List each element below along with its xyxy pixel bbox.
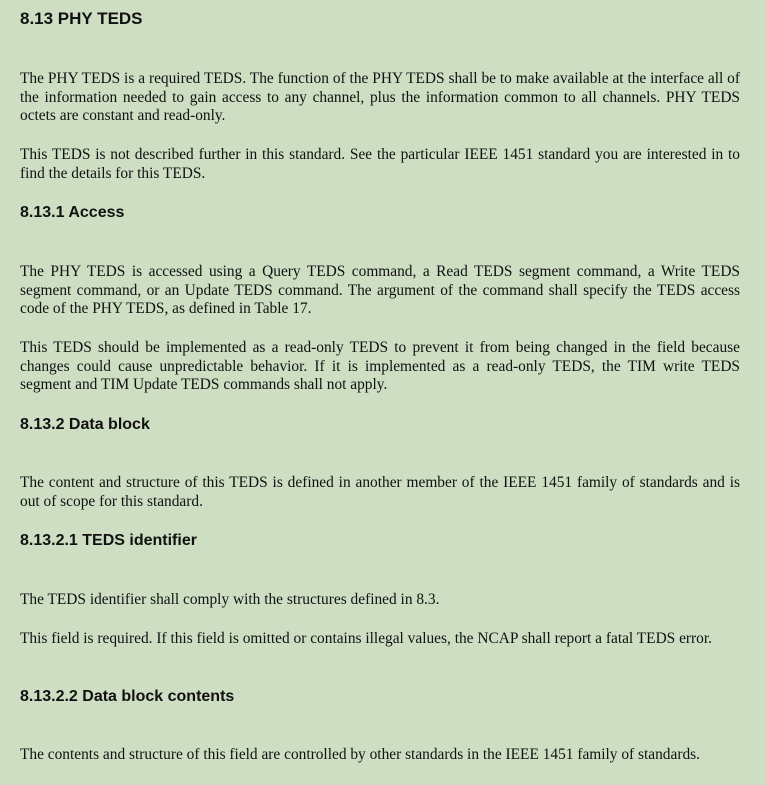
section-heading-8-13-2-2: 8.13.2.2 Data block contents: [20, 688, 235, 705]
section-heading-8-13-2: 8.13.2 Data block: [20, 416, 150, 433]
paragraph: The PHY TEDS is accessed using a Query TEDS command, a Read TEDS segment command, a Write TEDS segment command, or an Update TEDS command. The argument of the command shall specify the TEDS access code of the PHY TEDS, as defined in Table 17.: [20, 263, 740, 317]
paragraph: The contents and structure of this field are controlled by other standards in the IEEE 1451 family of standards.: [20, 746, 700, 763]
paragraph: This TEDS is not described further in this standard. See the particular IEEE 1451 standard you are interested in to find the details for this TEDS.: [20, 146, 740, 182]
paragraph: The content and structure of this TEDS is defined in another member of the IEEE 1451 family of standards and is out of scope for this standard.: [20, 474, 740, 510]
paragraph: The TEDS identifier shall comply with the structures defined in 8.3.: [20, 591, 440, 608]
paragraph: This field is required. If this field is omitted or contains illegal values, the NCAP shall report a fatal TEDS error.: [20, 630, 712, 647]
paragraph: The PHY TEDS is a required TEDS. The function of the PHY TEDS shall be to make available at the interface all of the information needed to gain access to any channel, plus the information common to all channels. PHY TEDS octets are constant and read-only.: [20, 70, 740, 124]
section-heading-8-13-1: 8.13.1 Access: [20, 204, 125, 221]
section-heading-8-13-2-1: 8.13.2.1 TEDS identifier: [20, 532, 197, 549]
section-heading-8-13: 8.13 PHY TEDS: [20, 9, 143, 28]
paragraph: This TEDS should be implemented as a read-only TEDS to prevent it from being changed in the field because changes could cause unpredictable behavior. If it is implemented as a read-only TEDS, the TIM write TEDS segment and TIM Update TEDS commands shall not apply.: [20, 339, 740, 393]
